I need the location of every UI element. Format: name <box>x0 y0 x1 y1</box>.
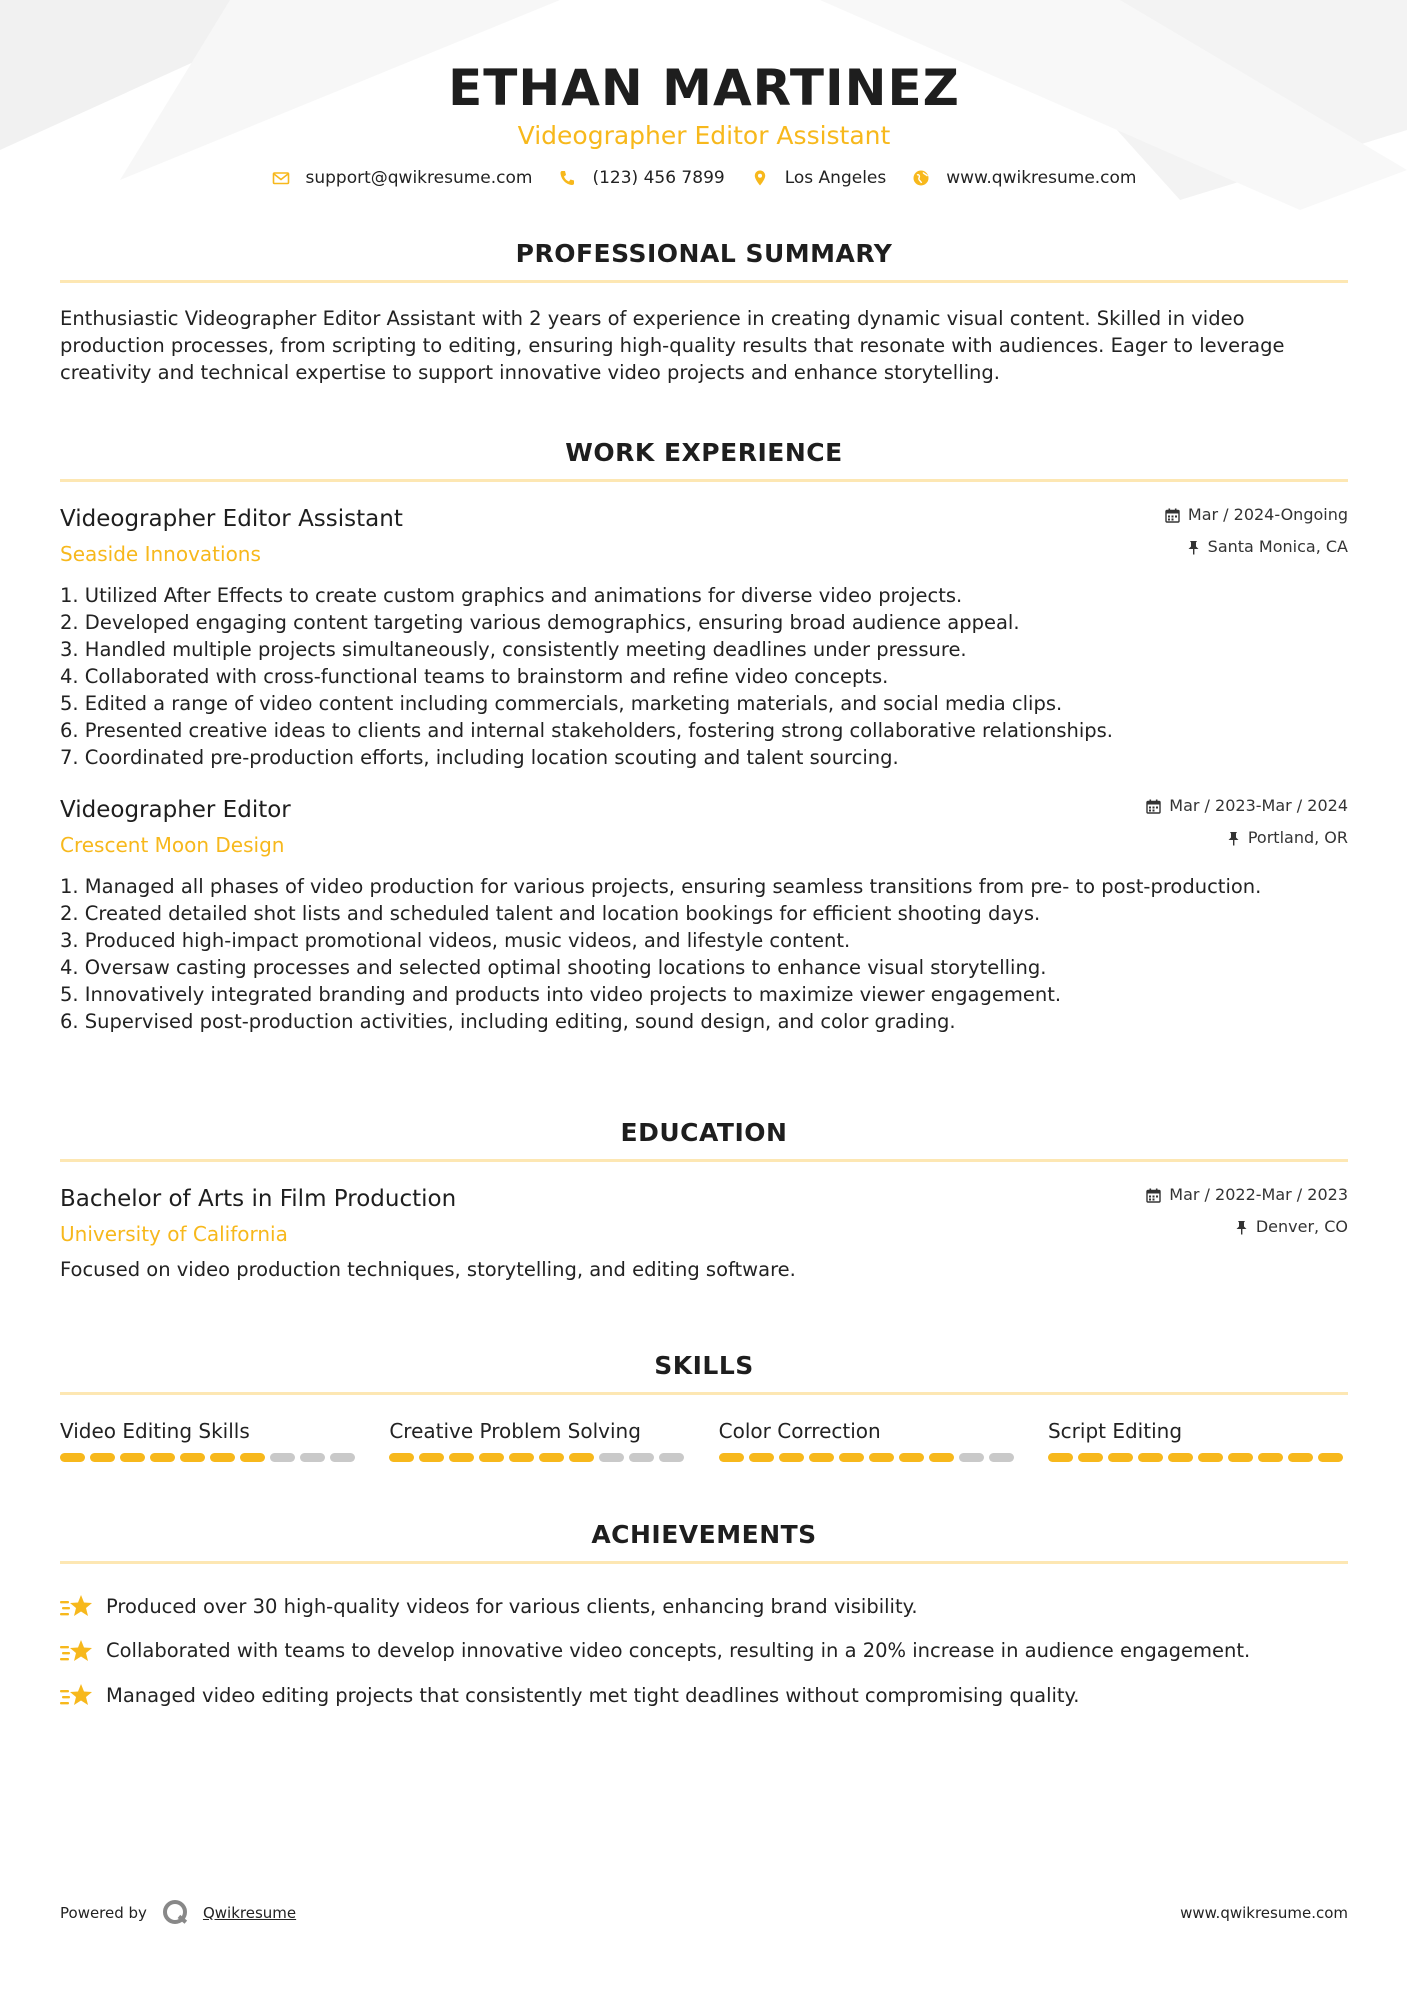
education-entry <box>60 1184 1348 1283</box>
resume-header <box>60 0 1348 188</box>
skill-dot-filled <box>1168 1453 1193 1462</box>
contact-email[interactable] <box>272 168 533 188</box>
job-company: Seaside Innovations <box>60 542 261 566</box>
education-school: University of California <box>60 1222 288 1246</box>
list-item: 4. Collaborated with cross-functional teams to brainstorm and refine video concepts. <box>60 665 889 688</box>
job-location-row <box>1146 827 1348 849</box>
skill-dot-empty <box>330 1453 355 1462</box>
skill-dot-filled <box>1048 1453 1073 1462</box>
page-footer <box>60 1898 1348 1928</box>
skills-section <box>60 1350 1348 1462</box>
achievement-text: Collaborated with teams to develop innovative video concepts, resulting in a 20% increase in audience engagement. <box>106 1639 1251 1663</box>
list-item: 5. Innovatively integrated branding and products into video projects to maximize viewer engagement. <box>60 983 1062 1006</box>
qwikresume-link[interactable]: Qwikresume <box>202 1904 297 1922</box>
list-item: 2. Created detailed shot lists and scheduled talent and location bookings for efficient shooting days. <box>60 902 1041 925</box>
education-description: Focused on video production techniques, storytelling, and editing software. <box>60 1258 796 1281</box>
list-item: 1. Utilized After Effects to create custom graphics and animations for diverse video projects. <box>60 584 963 607</box>
education-heading: EDUCATION <box>620 1118 788 1147</box>
contact-location <box>751 168 887 188</box>
skill-dot-filled <box>869 1453 894 1462</box>
contact-website-text: www.qwikresume.com <box>946 168 1137 188</box>
calendar-icon <box>1165 508 1180 523</box>
job-dates: Mar / 2023-Mar / 2024 <box>1169 796 1348 815</box>
calendar-icon <box>1146 799 1161 814</box>
phone-icon <box>558 169 576 187</box>
skill-dot-filled <box>240 1453 265 1462</box>
skill-dot-filled <box>449 1453 474 1462</box>
skill-dot-filled <box>1228 1453 1253 1462</box>
achievements-list <box>60 1584 1348 1718</box>
skill-dot-empty <box>300 1453 325 1462</box>
education-degree: Bachelor of Arts in Film Production <box>60 1186 457 1212</box>
job-location: Portland, OR <box>1247 828 1348 847</box>
education-header <box>60 1184 1348 1248</box>
skill-dot-empty <box>629 1453 654 1462</box>
skill-dot-filled <box>90 1453 115 1462</box>
contact-phone-text: (123) 456 7899 <box>592 168 725 188</box>
skill-dot-filled <box>1258 1453 1283 1462</box>
skill-item <box>389 1417 689 1462</box>
skill-dot-empty <box>270 1453 295 1462</box>
achievements-section <box>60 1519 1348 1718</box>
shooting-star-icon <box>60 1592 94 1620</box>
list-item <box>60 1584 1348 1629</box>
job-dates: Mar / 2024-Ongoing <box>1187 505 1348 524</box>
work-heading: WORK EXPERIENCE <box>565 438 843 467</box>
job-role: Videographer Editor <box>60 797 291 823</box>
envelope-icon <box>272 169 290 187</box>
skill-item <box>60 1417 360 1462</box>
skill-dot-empty <box>659 1453 684 1462</box>
skill-dot-filled <box>569 1453 594 1462</box>
skill-dot-filled <box>419 1453 444 1462</box>
work-section <box>60 437 1348 1035</box>
summary-text: Enthusiastic Videographer Editor Assistant with 2 years of experience in creating dynamic visual content. Skilled in video production processes, from scripting to editing, ensuring high-quality results that resonate with audiences. Eager to leverage creativity and technical expertise to support innovative video projects and enhance storytelling. <box>60 307 1285 384</box>
list-item: 3. Handled multiple projects simultaneously, consistently meeting deadlines under pressure. <box>60 638 967 661</box>
skill-dot-empty <box>989 1453 1014 1462</box>
skill-dot-filled <box>839 1453 864 1462</box>
skill-dot-filled <box>749 1453 774 1462</box>
list-item: 2. Developed engaging content targeting various demographics, ensuring broad audience appeal. <box>60 611 1020 634</box>
job-location: Santa Monica, CA <box>1207 537 1348 556</box>
skill-dot-empty <box>959 1453 984 1462</box>
resume-page <box>60 0 1348 1990</box>
list-item: 7. Coordinated pre-production efforts, including location scouting and talent sourcing. <box>60 746 899 769</box>
section-divider <box>60 1561 1348 1564</box>
education-location: Denver, CO <box>1255 1217 1348 1236</box>
list-item: 5. Edited a range of video content including commercials, marketing materials, and social media clips. <box>60 692 1063 715</box>
summary-heading: PROFESSIONAL SUMMARY <box>515 239 893 268</box>
pushpin-icon <box>1235 1220 1248 1235</box>
job-company: Crescent Moon Design <box>60 833 285 857</box>
list-item: 3. Produced high-impact promotional videos, music videos, and lifestyle content. <box>60 929 851 952</box>
education-location-row <box>1146 1216 1348 1238</box>
skills-heading: SKILLS <box>654 1351 754 1380</box>
map-pin-icon <box>751 169 769 187</box>
skill-dot-filled <box>1198 1453 1223 1462</box>
skill-dot-filled <box>150 1453 175 1462</box>
job-header <box>60 795 1348 859</box>
skill-dot-filled <box>210 1453 235 1462</box>
candidate-name: ETHAN MARTINEZ <box>448 59 960 117</box>
pushpin-icon <box>1187 540 1200 555</box>
skill-dot-empty <box>599 1453 624 1462</box>
job-dates-row <box>1165 504 1348 526</box>
shooting-star-icon <box>60 1681 94 1709</box>
list-item: 4. Oversaw casting processes and selected optimal shooting locations to enhance visual storytelling. <box>60 956 1047 979</box>
skill-item <box>719 1417 1019 1462</box>
skill-item <box>1048 1417 1348 1462</box>
skill-dot-filled <box>1318 1453 1343 1462</box>
skill-dot-filled <box>1078 1453 1103 1462</box>
education-section <box>60 1117 1348 1283</box>
job-location-row <box>1165 536 1348 558</box>
skill-dot-filled <box>479 1453 504 1462</box>
skill-dot-filled <box>719 1453 744 1462</box>
skill-dot-filled <box>389 1453 414 1462</box>
job-entry <box>60 504 1348 771</box>
skill-dot-filled <box>539 1453 564 1462</box>
powered-by-label: Powered by <box>60 1904 147 1922</box>
skill-dot-filled <box>1108 1453 1133 1462</box>
skill-dot-filled <box>509 1453 534 1462</box>
achievement-text: Managed video editing projects that consistently met tight deadlines without compromising quality. <box>106 1683 1080 1707</box>
skill-level-bar <box>1048 1453 1348 1462</box>
job-responsibilities <box>60 582 1348 771</box>
shooting-star-icon <box>60 1637 94 1665</box>
skill-dot-filled <box>60 1453 85 1462</box>
skill-dot-filled <box>120 1453 145 1462</box>
skill-name: Color Correction <box>718 1419 881 1443</box>
section-divider <box>60 1392 1348 1395</box>
list-item: 1. Managed all phases of video production for various projects, ensuring seamless transitions from pre- to post-production. <box>60 875 1262 898</box>
contact-location-text: Los Angeles <box>784 168 887 188</box>
skill-level-bar <box>719 1453 1019 1462</box>
skill-dot-filled <box>809 1453 834 1462</box>
section-divider <box>60 1159 1348 1162</box>
job-meta <box>1165 504 1348 558</box>
skills-list <box>60 1417 1348 1462</box>
calendar-icon <box>1146 1188 1161 1203</box>
achievements-heading: ACHIEVEMENTS <box>591 1520 817 1549</box>
globe-icon <box>912 169 930 187</box>
list-item <box>60 1629 1348 1674</box>
list-item: 6. Supervised post-production activities, including editing, sound design, and color grading. <box>60 1010 956 1033</box>
skill-name: Video Editing Skills <box>60 1419 250 1443</box>
section-divider <box>60 479 1348 482</box>
education-dates: Mar / 2022-Mar / 2023 <box>1169 1185 1348 1204</box>
job-responsibilities <box>60 873 1348 1035</box>
education-meta <box>1146 1184 1348 1238</box>
summary-section <box>60 238 1348 386</box>
pushpin-icon <box>1227 831 1240 846</box>
skill-name: Script Editing <box>1047 1419 1183 1443</box>
job-entry <box>60 795 1348 1035</box>
skill-name: Creative Problem Solving <box>389 1419 641 1443</box>
skill-dot-filled <box>929 1453 954 1462</box>
footer-website[interactable]: www.qwikresume.com <box>1180 1904 1348 1922</box>
contact-email-text: support@qwikresume.com <box>305 168 533 188</box>
skill-dot-filled <box>1288 1453 1313 1462</box>
job-role: Videographer Editor Assistant <box>60 506 403 532</box>
job-header <box>60 504 1348 568</box>
list-item: 6. Presented creative ideas to clients and internal stakeholders, fostering strong collaborative relationships. <box>60 719 1114 742</box>
skill-dot-filled <box>180 1453 205 1462</box>
skill-level-bar <box>60 1453 360 1462</box>
skill-dot-filled <box>1138 1453 1163 1462</box>
education-dates-row <box>1146 1184 1348 1206</box>
footer-branding <box>60 1898 296 1928</box>
qwikresume-logo-icon <box>161 1898 191 1928</box>
job-meta <box>1146 795 1348 849</box>
skill-dot-filled <box>779 1453 804 1462</box>
list-item <box>60 1673 1348 1718</box>
contact-phone[interactable] <box>558 168 724 188</box>
candidate-title: Videographer Editor Assistant <box>517 121 891 150</box>
skill-level-bar <box>389 1453 689 1462</box>
section-divider <box>60 280 1348 283</box>
skill-dot-filled <box>899 1453 924 1462</box>
job-dates-row <box>1146 795 1348 817</box>
contact-bar <box>60 168 1348 188</box>
achievement-text: Produced over 30 high-quality videos for various clients, enhancing brand visibility. <box>106 1594 918 1618</box>
contact-website[interactable] <box>912 168 1136 188</box>
